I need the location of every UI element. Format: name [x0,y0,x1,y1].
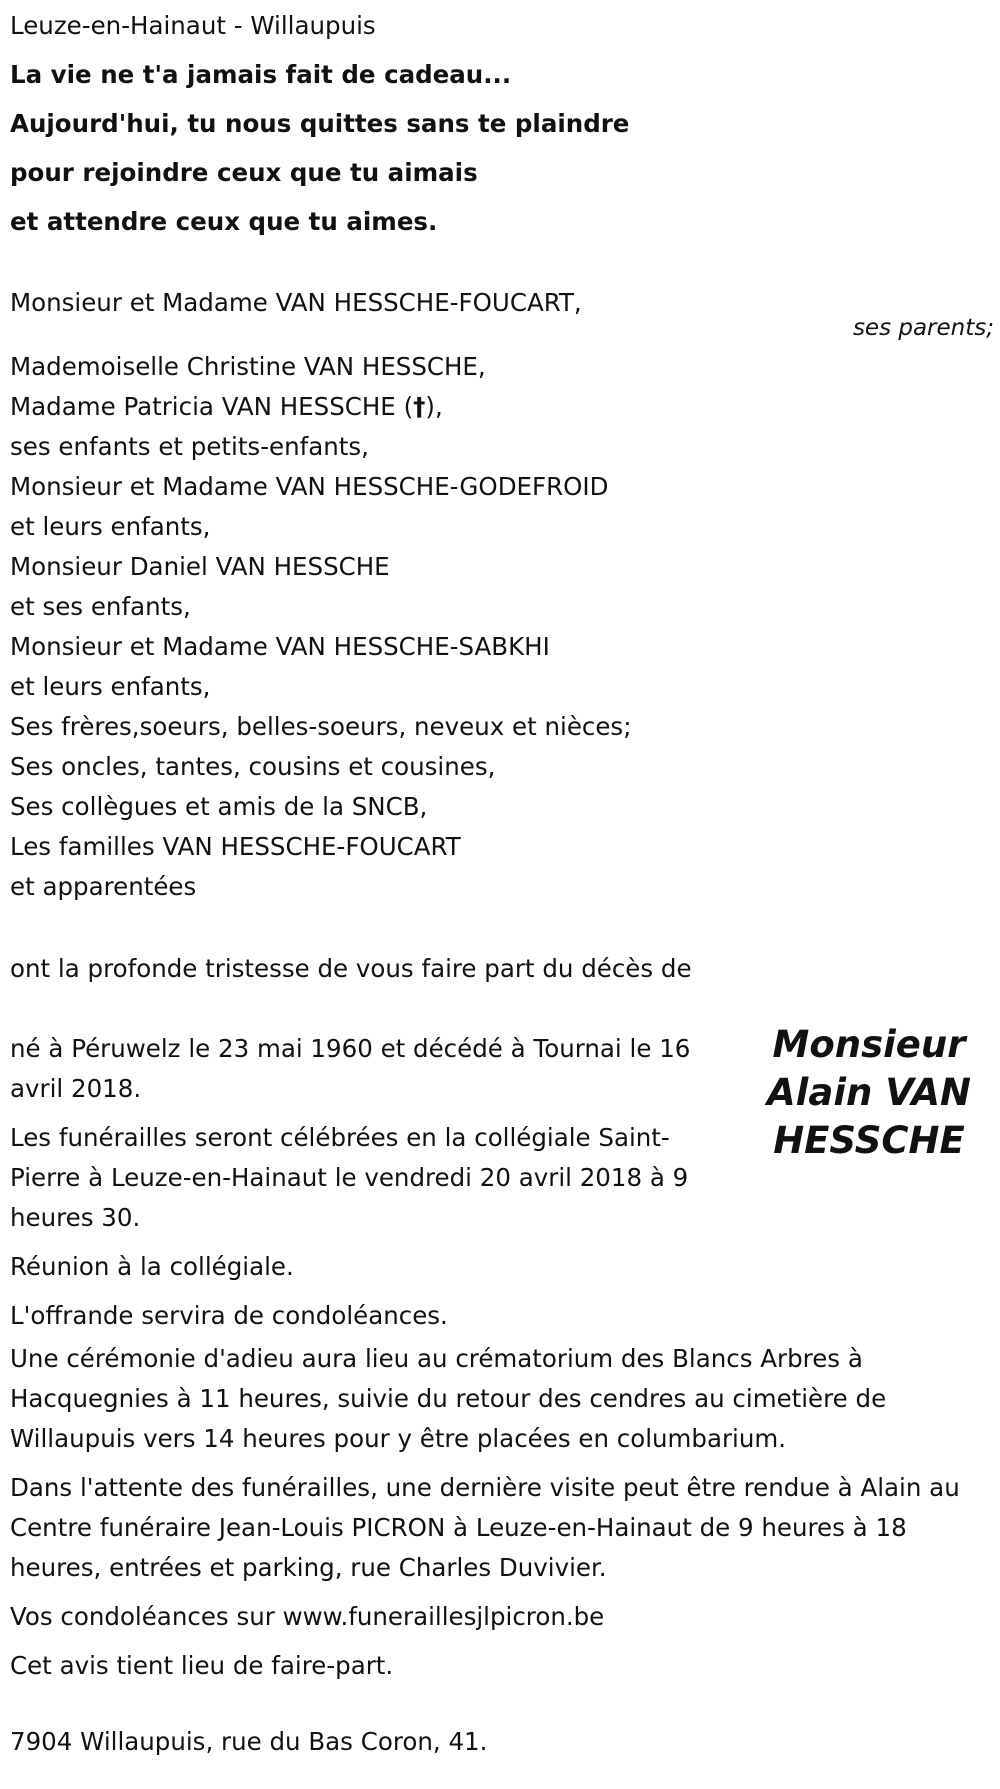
family-list [10,347,631,907]
ceremony-block [10,1339,985,1686]
meeting-text: Réunion à la collégiale. [10,1252,294,1281]
parents-role: ses parents; [852,315,994,341]
address-text: 7904 Willaupuis, rue du Bas Coron, 41. [10,1727,488,1756]
family-line: Monsieur Daniel VAN HESSCHE [10,552,390,581]
ceremony-text: Une cérémonie d'adieu aura lieu au crématorium des Blancs Arbres à Hacquegnies à 11 heures, suivie du retour des cendres au cimetière de Willaupuis vers 14 heures pour y être placées en columbarium. [10,1344,887,1453]
family-line: Mademoiselle Christine VAN HESSCHE, [10,352,486,381]
quote-line-1: La vie ne t'a jamais fait de cadeau... [10,60,512,89]
birth-death-text: né à Péruwelz le 23 mai 1960 et décédé à Tournai le 16 avril 2018. [10,1034,691,1103]
deceased-name [744,1021,994,1165]
location-header: Leuze-en-Hainaut - Willaupuis [10,11,376,40]
family-line: et leurs enfants, [10,512,211,541]
family-line: Madame Patricia VAN HESSCHE (†), [10,392,443,421]
family-line: Les familles VAN HESSCHE-FOUCART [10,832,461,861]
family-line: Monsieur et Madame VAN HESSCHE-GODEFROID [10,472,609,501]
family-line: Ses collègues et amis de la SNCB, [10,792,428,821]
family-line: et leurs enfants, [10,672,211,701]
family-line: Ses oncles, tantes, cousins et cousines, [10,752,496,781]
family-line: et apparentées [10,872,197,901]
funeral-text: Les funérailles seront célébrées en la collégiale Saint-Pierre à Leuze-en-Hainaut le vendredi 20 avril 2018 à 9 heures 30. [10,1123,689,1232]
notice-text: Cet avis tient lieu de faire-part. [10,1651,394,1680]
quote-line-2: Aujourd'hui, tu nous quittes sans te plaindre [10,109,630,138]
intro-text: ont la profonde tristesse de vous faire part du décès de [10,954,692,983]
family-line: Ses frères,soeurs, belles-soeurs, neveux et nièces; [10,712,632,741]
family-line: et ses enfants, [10,592,191,621]
cross-symbol: † [413,392,426,421]
visit-text: Dans l'attente des funérailles, une dernière visite peut être rendue à Alain au Centre funéraire Jean-Louis PICRON à Leuze-en-Hainaut de 9 heures à 18 heures, entrées et parking, rue Charles Duvivier. [10,1473,960,1582]
deceased-surname: HESSCHE [773,1119,965,1162]
quote-line-4: et attendre ceux que tu aimes. [10,207,438,236]
condolences-text: Vos condoléances sur www.funeraillesjlpicron.be [10,1602,605,1631]
deceased-title: Monsieur [772,1023,966,1066]
quote-line-3: pour rejoindre ceux que tu aimais [10,158,478,187]
offering-text: L'offrande servira de condoléances. [10,1301,448,1330]
family-line: ses enfants et petits-enfants, [10,432,369,461]
parents-names: Monsieur et Madame VAN HESSCHE-FOUCART, [10,288,582,317]
family-line: Monsieur et Madame VAN HESSCHE-SABKHI [10,632,550,661]
deceased-first-name: Alain VAN [767,1071,971,1114]
details-block [10,1029,735,1336]
